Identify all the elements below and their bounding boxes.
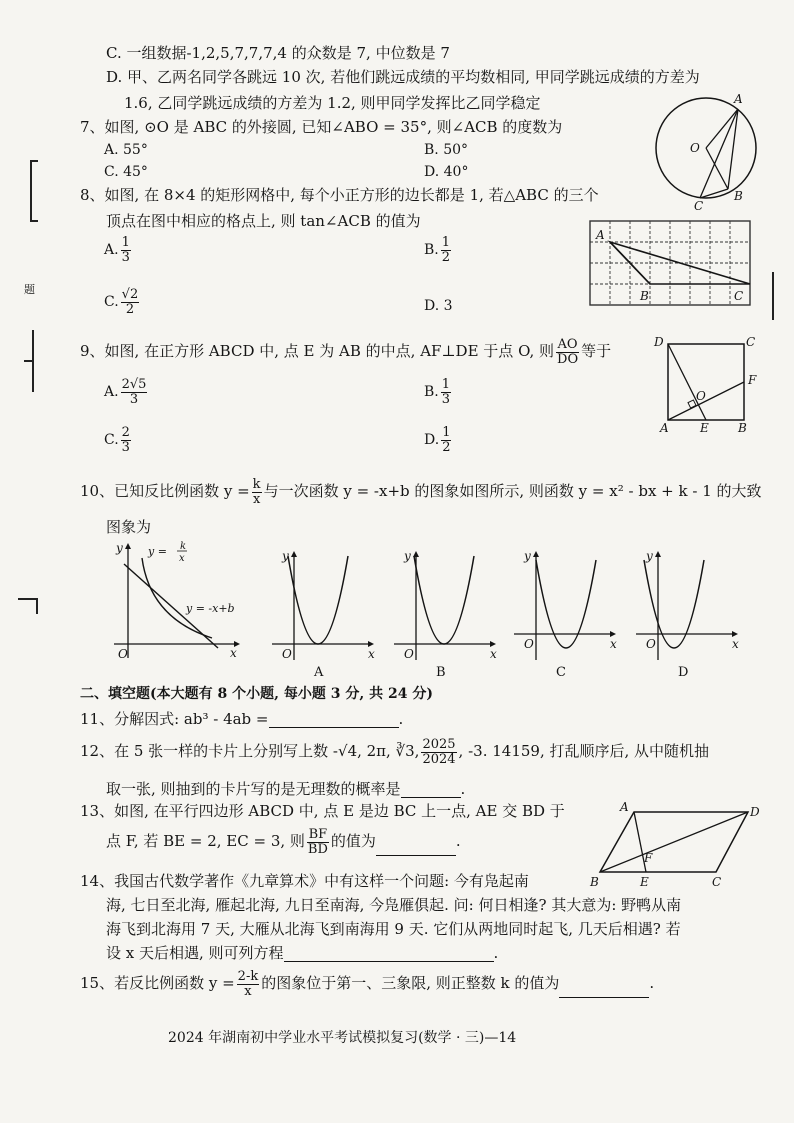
q9-option-d: D. $\frac{1}{2}$: [424, 425, 451, 455]
q10-given-graph: [108, 540, 243, 662]
q9-label-a: A: [660, 421, 669, 435]
q8-option-a: A. $\frac{1}{3}$: [104, 235, 130, 265]
x-axis-label: x: [732, 637, 739, 651]
choice-label: C: [556, 665, 566, 680]
binding-mark-top: [30, 160, 32, 222]
q9-label-e: E: [700, 421, 709, 435]
binding-mark-top-cap: [30, 160, 38, 162]
origin-label: O: [524, 637, 534, 651]
q13-label-c: C: [712, 875, 722, 889]
q13-stem-line2: 点 F, 若 BE = 2, EC = 3, 则 $\frac{BF}{BD}$ 的值为 .: [106, 827, 461, 857]
q10-stem-line2: 图象为: [106, 518, 152, 536]
q6-option-d-line1: D. 甲、乙两名同学各跳远 10 次, 若他们跳远成绩的平均数相同, 甲同学跳远成绩的方差为: [106, 68, 700, 86]
x-axis-label: x: [368, 647, 375, 661]
binding-mark-top-cap2: [30, 220, 38, 222]
q6-option-c: C. 一组数据-1,2,5,7,7,7,4 的众数是 7, 中位数是 7: [106, 44, 450, 62]
q14-answer-blank[interactable]: [284, 947, 494, 962]
q13-label-b: B: [590, 875, 599, 889]
q7-line-oa: [706, 109, 738, 148]
q11-answer-blank[interactable]: [269, 713, 399, 728]
q9-label-b: B: [738, 421, 747, 435]
q7-option-c: C. 45°: [104, 164, 148, 180]
q8-option-b: B. $\frac{1}{2}$: [424, 235, 451, 265]
q14-stem-line2: 海, 七日至北海, 雁起北海, 九日至南海, 今凫雁俱起. 问: 何日相逢? 其大意为: 野鸭从南: [106, 896, 682, 914]
q10-curve-label-pre: y =: [148, 545, 167, 558]
q9-option-a: A. $\frac{2√5}{3}$: [104, 377, 147, 407]
origin-label: O: [646, 637, 656, 651]
choice-label: A: [314, 665, 324, 680]
binding-mark-bottom-v: [36, 598, 38, 614]
binding-mark-mid-cap: [24, 360, 34, 362]
q10-given-y-label: y: [116, 541, 123, 555]
y-axis-label: y: [282, 549, 289, 563]
q8-stem-line2: 顶点在图中相应的格点上, 则 tan∠ACB 的值为: [106, 212, 421, 230]
parabola: [536, 560, 596, 648]
q10-choice-graph-a: [268, 548, 378, 678]
q12-stem-line1: 12、在 5 张一样的卡片上分别写上数 -√4, 2π, ∛3, $\frac{2025}{2024}$ , -3. 14159, 打乱顺序后, 从中随机抽: [80, 737, 710, 767]
q12-answer-blank[interactable]: [401, 783, 461, 798]
margin-tag: 题: [24, 283, 35, 296]
binding-mark-bottom: [18, 598, 38, 600]
q7-option-b: B. 50°: [424, 142, 469, 158]
q9-square: [668, 344, 744, 420]
q8-label-c: C: [734, 289, 744, 303]
q9-label-f: F: [748, 373, 757, 387]
q9-line-de: [668, 344, 706, 420]
q9-option-b: B. $\frac{1}{3}$: [424, 377, 451, 407]
q10-given-origin: O: [118, 647, 128, 661]
q8-label-b: B: [640, 289, 649, 303]
parabola: [644, 560, 704, 648]
q8-grid: [590, 221, 750, 305]
q10-curve-label-den: x: [179, 553, 185, 564]
q9-stem: 9、如图, 在正方形 ABCD 中, 点 E 为 AB 的中点, AF⊥DE 于点 O, 则 $\frac{AO}{DO}$ 等于: [80, 337, 612, 367]
x-axis-label: x: [610, 637, 617, 651]
q10-choice-graph-b: [390, 548, 500, 678]
q9-label-c: C: [746, 335, 756, 349]
q7-label-c: C: [694, 199, 704, 213]
q10-choice-graph-d: [632, 548, 742, 678]
q14-stem-line1: 14、我国古代数学著作《九章算术》中有这样一个问题: 今有凫起南: [80, 872, 529, 890]
q7-option-d: D. 40°: [424, 164, 469, 180]
q9-label-d: D: [654, 335, 664, 349]
section2-heading: 二、填空题(本大题有 8 个小题, 每小题 3 分, 共 24 分): [80, 686, 433, 702]
x-axis-label: x: [490, 647, 497, 661]
q13-answer-blank[interactable]: [376, 841, 456, 856]
parabola: [288, 556, 348, 644]
q13-label-f: F: [644, 851, 653, 865]
q9-square-figure: [650, 332, 760, 436]
q13-stem-line1: 13、如图, 在平行四边形 ABCD 中, 点 E 是边 BC 上一点, AE 交 BD 于: [80, 802, 565, 820]
y-axis-label: y: [524, 549, 531, 563]
q8-stem-line1: 8、如图, 在 8×4 的矩形网格中, 每个小正方形的边长都是 1, 若△ABC 的三个: [80, 186, 599, 204]
choice-label: D: [678, 665, 689, 680]
q7-option-a: A. 55°: [104, 142, 148, 158]
q13-parallelogram-figure: [588, 798, 768, 890]
q7-line-ob: [706, 148, 728, 189]
q7-label-a: A: [734, 92, 743, 106]
q14-stem-line3: 海飞到北海用 7 天, 大雁从北海飞到南海用 9 天. 它们从两地同时起飞, 几天后相遇? 若: [106, 920, 681, 938]
q8-grid-figure: [588, 218, 758, 314]
q12-stem-line2: 取一张, 则抽到的卡片写的是无理数的概率是 .: [106, 780, 466, 798]
q15-stem: 15、若反比例函数 y = $\frac{2-k}{x}$ 的图象位于第一、三象限, 则正整数 k 的值为 .: [80, 969, 655, 999]
q7-circle-figure: [650, 90, 770, 215]
q8-option-c: C. $\frac{√2}{2}$: [104, 287, 139, 317]
q9-line-af: [668, 382, 744, 420]
y-axis-label: y: [404, 549, 411, 563]
q14-stem-line4: 设 x 天后相遇, 则可列方程 .: [106, 944, 499, 962]
q7-label-b: B: [734, 189, 743, 203]
q10-line-label: y = -x+b: [186, 602, 235, 615]
choice-label: B: [436, 665, 446, 680]
q9-label-o: O: [696, 389, 706, 403]
parabola: [414, 556, 474, 644]
binding-mark-right: [772, 272, 774, 320]
q13-label-d: D: [750, 805, 760, 819]
q13-label-e: E: [640, 875, 649, 889]
q7-label-o: O: [690, 141, 700, 155]
q15-answer-blank[interactable]: [559, 983, 649, 998]
q8-label-a: A: [596, 228, 605, 242]
q7-stem: 7、如图, ⊙O 是 ABC 的外接圆, 已知∠ABO = 35°, 则∠ACB 的度数为: [80, 118, 563, 136]
q10-curve-label-num: k: [180, 541, 187, 552]
q6-option-d-line2: 1.6, 乙同学跳远成绩的方差为 1.2, 则甲同学发挥比乙同学稳定: [124, 94, 541, 112]
q10-stem-line1: 10、已知反比例函数 y = $\frac{k}{x}$ 与一次函数 y = -x+b 的图象如图所示, 则函数 y = x² - bx + k - 1 的大致: [80, 477, 762, 507]
origin-label: O: [404, 647, 414, 661]
q10-choice-graph-c: [510, 548, 620, 678]
q8-option-d: D. 3: [424, 298, 453, 314]
y-axis-label: y: [646, 549, 653, 563]
origin-label: O: [282, 647, 292, 661]
q11-stem: 11、分解因式: ab³ - 4ab = .: [80, 710, 404, 728]
q13-line-bd: [600, 812, 748, 872]
q10-given-hyperbola: [142, 558, 212, 638]
q13-label-a: A: [620, 800, 629, 814]
page-footer: 2024 年湖南初中学业水平考试模拟复习(数学 · 三)—14: [168, 1030, 517, 1046]
q10-given-x-label: x: [230, 646, 237, 660]
q9-option-c: C. $\frac{2}{3}$: [104, 425, 130, 455]
